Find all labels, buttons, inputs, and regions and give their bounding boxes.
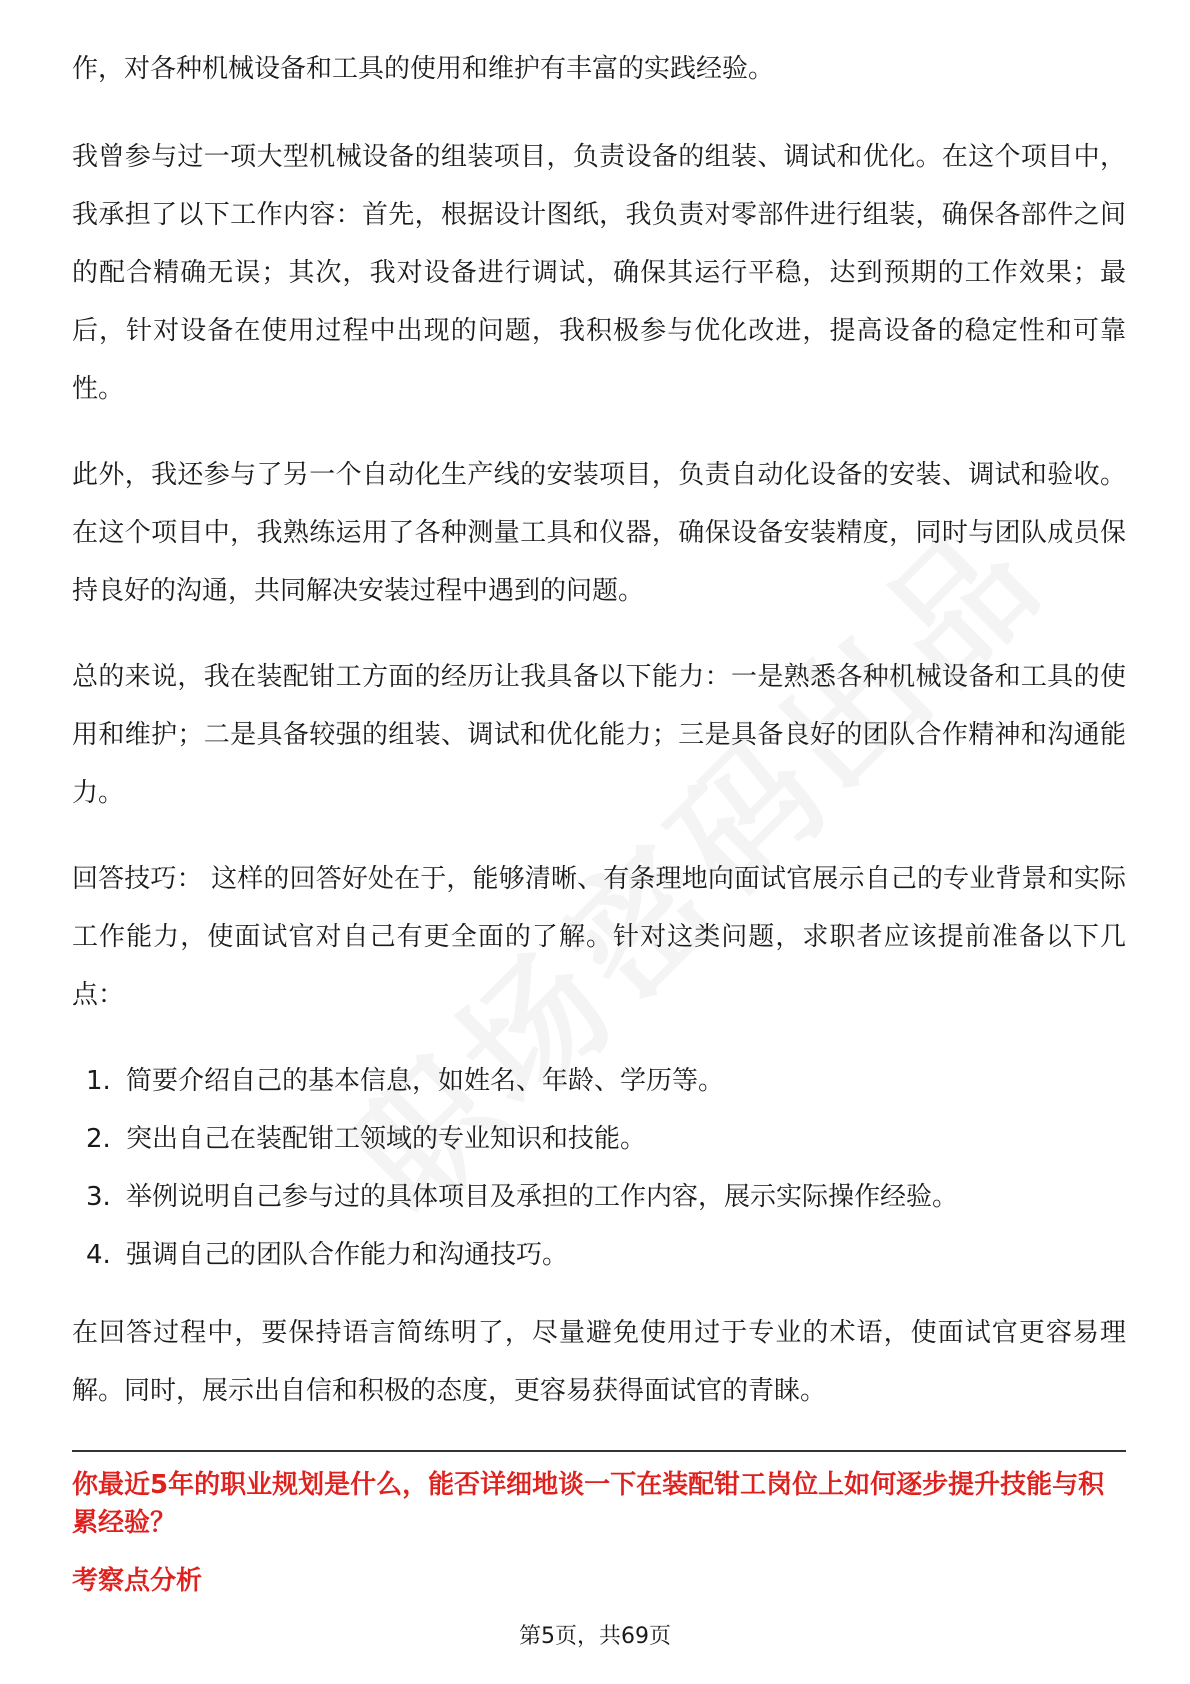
list-item-number: 3. [86, 1182, 111, 1212]
paragraph-answer-tips: 回答技巧： 这样的回答好处在于，能够清晰、有条理地向面试官展示自己的专业背景和实际工作能力，使面试官对自己有更全面的了解。针对这类问题，求职者应该提前准备以下几点： [72, 864, 1126, 1010]
list-item [72, 1110, 1126, 1168]
document-page [72, 40, 1126, 1600]
list-item-text: 强调自己的团队合作能力和沟通技巧。 [126, 1240, 569, 1270]
page-footer: 第5页，共69页 [519, 1624, 671, 1649]
paragraph-summary: 总的来说，我在装配钳工方面的经历让我具备以下能力：一是熟悉各种机械设备和工具的使用和维护；二是具备较强的组装、调试和优化能力；三是具备良好的团队合作精神和沟通能力。 [72, 662, 1126, 808]
list-item-number: 1. [86, 1066, 111, 1096]
paragraph-automation-project: 此外，我还参与了另一个自动化生产线的安装项目，负责自动化设备的安装、调试和验收。在这个项目中，我熟练运用了各种测量工具和仪器，确保设备安装精度，同时与团队成员保持良好的沟通，共同解决安装过程中遇到的问题。 [72, 460, 1126, 606]
list-item-text: 简要介绍自己的基本信息，如姓名、年龄、学历等。 [126, 1066, 725, 1096]
list-item-text: 突出自己在装配钳工领域的专业知识和技能。 [126, 1124, 647, 1154]
list-item-text: 举例说明自己参与过的具体项目及承担的工作内容，展示实际操作经验。 [126, 1182, 959, 1212]
paragraph-assembly-project: 我曾参与过一项大型机械设备的组装项目，负责设备的组装、调试和优化。在这个项目中，我承担了以下工作内容：首先，根据设计图纸，我负责对零部件进行组装，确保各部件之间的配合精确无误；其次，我对设备进行调试，确保其运行平稳，达到预期的工作效果；最后，针对设备在使用过程中出现的问题，我积极参与优化改进，提高设备的稳定性和可靠性。 [72, 142, 1126, 404]
list-item [72, 1168, 1126, 1226]
paragraph-closing: 在回答过程中，要保持语言简练明了，尽量避免使用过于专业的术语，使面试官更容易理解。同时，展示出自信和积极的态度，更容易获得面试官的青睐。 [72, 1318, 1126, 1406]
tips-list [72, 1052, 1126, 1284]
section-title-analysis: 考察点分析 [72, 1566, 203, 1596]
paragraph-intro-continuation: 作，对各种机械设备和工具的使用和维护有丰富的实践经验。 [72, 54, 775, 84]
list-item-number: 4. [86, 1240, 111, 1270]
list-item-number: 2. [86, 1124, 111, 1154]
section-divider [72, 1450, 1126, 1452]
next-question-heading: 你最近5年的职业规划是什么，能否详细地谈一下在装配钳工岗位上如何逐步提升技能与积累经验？ [72, 1470, 1105, 1538]
list-item [72, 1226, 1126, 1284]
list-item [72, 1052, 1126, 1110]
